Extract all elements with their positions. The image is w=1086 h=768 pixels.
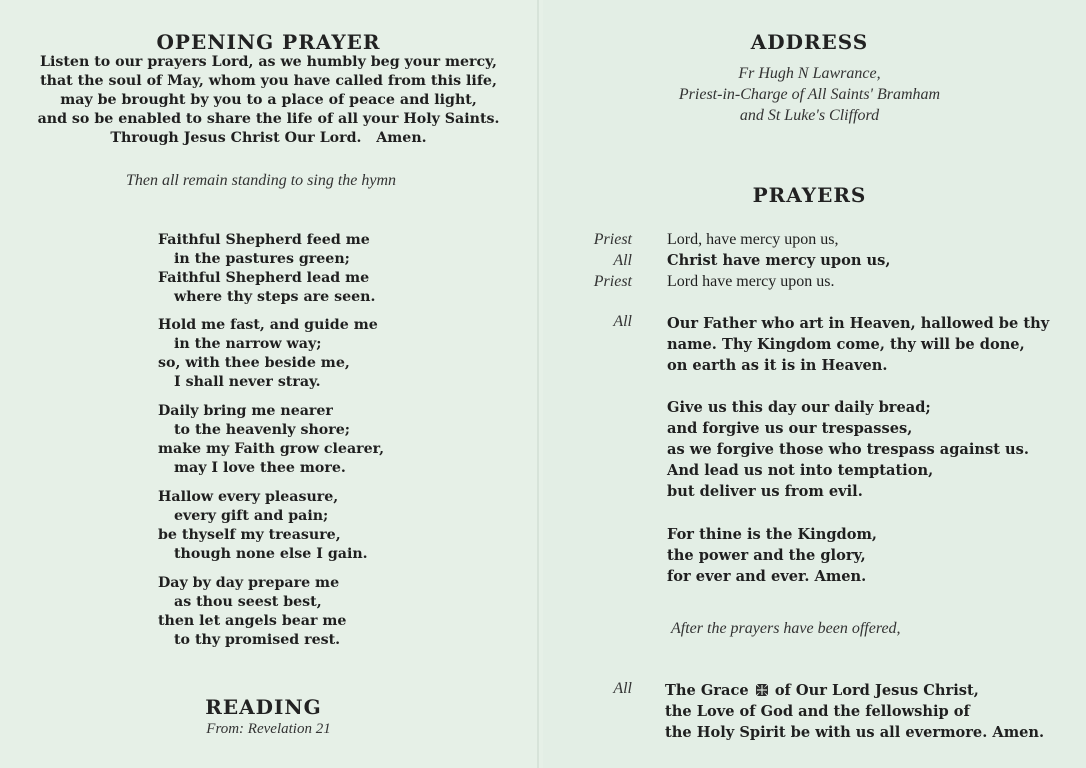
kyrie-line: Lord have mercy upon us. (667, 273, 835, 290)
grace-speaker: All (613, 680, 632, 697)
right-page (543, 0, 1086, 768)
lords-prayer-line: For thine is the Kingdom, (667, 526, 877, 543)
grace-line-1 (665, 680, 1044, 701)
verse-line: Faithful Shepherd feed me (158, 232, 370, 248)
verse-line: Faithful Shepherd lead me (158, 270, 370, 286)
kyrie-line: Christ have mercy upon us, (667, 252, 891, 269)
cross-patee-icon (755, 683, 769, 697)
speaker-label: Priest (593, 231, 632, 248)
address-officiant (543, 63, 1076, 126)
grace-text (665, 680, 1044, 743)
verse-line: Daily bring me nearer (158, 403, 333, 419)
lords-prayer-doxology (667, 524, 877, 587)
kyrie-speakers (572, 229, 632, 292)
lords-prayer-line: And lead us not into temptation, (667, 462, 934, 479)
opening-prayer-heading: OPENING PRAYER (156, 30, 381, 54)
reading-source: From: Revelation 21 (206, 721, 331, 737)
lords-prayer-speaker: All (613, 313, 632, 330)
opening-prayer-text (0, 53, 537, 148)
verse-line: every gift and pain; (174, 508, 329, 524)
lords-prayer-line: name. Thy Kingdom come, thy will be done, (667, 336, 1025, 353)
grace-line-1-end: of Our Lord Jesus Christ, (774, 682, 979, 699)
grace-line-2: the Love of God and the fellowship of (665, 703, 970, 720)
verse-line: Hallow every pleasure, (158, 489, 339, 505)
hymn-verse-5 (158, 574, 346, 650)
kyrie-responses (667, 229, 890, 292)
verse-line: Day by day prepare me (158, 575, 340, 591)
verse-line: in the pastures green; (174, 251, 350, 267)
hymn-verse-1 (158, 231, 375, 307)
hymn-instruction: Then all remain standing to sing the hymn (125, 172, 397, 189)
prayer-line: that the soul of May, whom you have called from this life, (40, 73, 497, 89)
verse-line: as thou seest best, (174, 594, 322, 610)
verse-line: I shall never stray. (174, 374, 321, 390)
officiant-title: Priest-in-Charge of All Saints' Bramham (678, 86, 941, 103)
lords-prayer-line: and forgive us our trespasses, (667, 420, 913, 437)
speaker-label: All (613, 252, 632, 269)
lords-prayer-line: for ever and ever. Amen. (667, 568, 867, 585)
hymn-verse-3 (158, 402, 384, 478)
prayer-line: and so be enabled to share the life of all your Holy Saints. (37, 111, 500, 127)
verse-line: may I love thee more. (174, 460, 346, 476)
verse-line: then let angels bear me (158, 613, 347, 629)
officiant-name: Fr Hugh N Lawrance, (738, 65, 881, 82)
lords-prayer-line: Give us this day our daily bread; (667, 399, 931, 416)
grace-line-3: the Holy Spirit be with us all evermore. Amen. (665, 724, 1045, 741)
prayers-heading: PRAYERS (752, 183, 867, 207)
hymn-verse-4 (158, 488, 368, 564)
speaker-label: Priest (593, 273, 632, 290)
lords-prayer-line: the power and the glory, (667, 547, 866, 564)
verse-line: where thy steps are seen. (174, 289, 376, 305)
reading-heading: READING (205, 695, 322, 719)
grace-line-1-start: The Grace (665, 682, 749, 699)
kyrie-line: Lord, have mercy upon us, (667, 231, 839, 248)
prayer-line: Listen to our prayers Lord, as we humbly beg your mercy, (40, 54, 497, 70)
prayer-line: Through Jesus Christ Our Lord. Amen. (110, 130, 427, 146)
verse-line: to thy promised rest. (174, 632, 341, 648)
hymn-verse-2 (158, 316, 378, 392)
lords-prayer-stanza-2 (667, 397, 1029, 502)
verse-line: though none else I gain. (174, 546, 368, 562)
verse-line: make my Faith grow clearer, (158, 441, 385, 457)
lords-prayer-line: but deliver us from evil. (667, 483, 863, 500)
verse-line: in the narrow way; (174, 336, 322, 352)
verse-line: to the heavenly shore; (174, 422, 350, 438)
after-prayers-instruction: After the prayers have been offered, (671, 620, 901, 637)
prayer-line: may be brought by you to a place of peace and light, (60, 92, 477, 108)
lords-prayer-line: as we forgive those who trespass against us. (667, 441, 1029, 458)
verse-line: Hold me fast, and guide me (158, 317, 378, 333)
officiant-parish: and St Luke's Clifford (739, 107, 880, 124)
page-fold (537, 0, 539, 768)
verse-line: so, with thee beside me, (158, 355, 350, 371)
lords-prayer-line: Our Father who art in Heaven, hallowed be thy (667, 315, 1050, 332)
lords-prayer-line: on earth as it is in Heaven. (667, 357, 888, 374)
verse-line: be thyself my treasure, (158, 527, 341, 543)
address-heading: ADDRESS (750, 30, 869, 54)
lords-prayer-stanza-1 (667, 313, 1049, 376)
